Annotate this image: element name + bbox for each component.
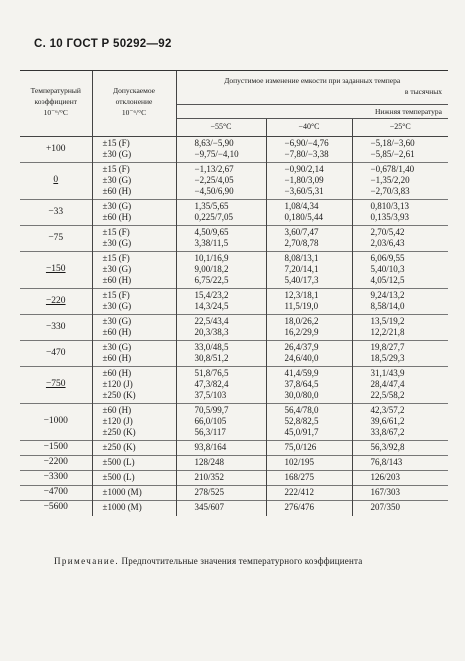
temp25-value: 5,40/10,3 — [370, 263, 405, 274]
temp40-value: 1,08/4,34 — [284, 200, 319, 211]
temp25-value: −0,678/1,40 — [370, 163, 415, 174]
tolerance-value: ±30 (G) — [102, 174, 132, 185]
temp-coef-value: −5600 — [43, 502, 68, 513]
temp40-cell — [266, 486, 352, 501]
table-row — [20, 486, 448, 501]
tolerance-cell — [92, 200, 176, 226]
temp25-value: 33,8/67,2 — [370, 426, 405, 437]
tolerance-value: ±250 (K) — [102, 426, 136, 437]
temp55-value: 3,38/11,5 — [194, 237, 229, 248]
temp25-value: 4,05/12,5 — [370, 274, 405, 285]
temp55-value: 4,50/9,65 — [194, 226, 229, 237]
temp40-value: 56,4/78,0 — [284, 404, 319, 415]
temp25-value: 6,06/9,55 — [370, 252, 405, 263]
temp25-cell — [352, 471, 448, 486]
table-row — [20, 471, 448, 486]
tolerance-value: ±30 (G) — [102, 300, 132, 311]
temp25-cell — [352, 367, 448, 404]
temp40-value: 75,0/126 — [284, 441, 317, 452]
tolerance-cell — [92, 456, 176, 471]
temp-coef-cell — [20, 200, 92, 226]
temp40-value: 30,0/80,0 — [284, 389, 319, 400]
temp55-cell — [176, 404, 266, 441]
tolerance-value: ±30 (G) — [102, 341, 132, 352]
temp25-value: 2,03/6,43 — [370, 237, 405, 248]
temp-coef-value: −4700 — [43, 487, 68, 498]
temp55-value: 70,5/99,7 — [194, 404, 229, 415]
temp25-value: 56,3/92,8 — [370, 441, 405, 452]
temp-coef-cell — [20, 341, 92, 367]
temp25-cell — [352, 486, 448, 501]
tolerance-value: ±60 (H) — [102, 211, 132, 222]
temp55-cell — [176, 341, 266, 367]
tolerance-cell — [92, 341, 176, 367]
tolerance-value: ±15 (F) — [102, 163, 130, 174]
page-header: С. 10 ГОСТ Р 50292—92 — [34, 38, 172, 50]
temp40-cell — [266, 501, 352, 516]
temp40-value: −1,80/3,09 — [284, 174, 324, 185]
temp25-value: −5,18/−3,60 — [370, 137, 415, 148]
temp40-value: −3,60/5,31 — [284, 185, 324, 196]
temp55-value: 210/352 — [194, 471, 225, 482]
table-note — [54, 556, 362, 566]
temp25-value: 28,4/47,4 — [370, 378, 405, 389]
temp-coef-value: −150 — [45, 264, 66, 275]
tolerance-cell — [92, 486, 176, 501]
table-row — [20, 367, 448, 404]
temp40-cell — [266, 252, 352, 289]
temp25-cell — [352, 441, 448, 456]
tolerance-cell — [92, 226, 176, 252]
temp25-value: 19,8/27,7 — [370, 341, 405, 352]
temp25-value: 207/350 — [370, 501, 401, 512]
tolerance-cell — [92, 289, 176, 315]
temp55-value: 6,75/22,5 — [194, 274, 229, 285]
temp55-cell — [176, 226, 266, 252]
temp-header-40: −40°С — [266, 119, 352, 137]
temp40-value: 45,0/91,7 — [284, 426, 319, 437]
tolerance-value: ±30 (G) — [102, 200, 132, 211]
tolerance-value: ±60 (H) — [102, 326, 132, 337]
temp40-cell — [266, 441, 352, 456]
note-text: Предпочтительные значения температурного коэффициента — [121, 556, 363, 566]
temp25-value: 39,6/61,2 — [370, 415, 405, 426]
temp25-cell — [352, 404, 448, 441]
temp25-cell — [352, 456, 448, 471]
temp55-value: 9,00/18,2 — [194, 263, 229, 274]
temp25-value: 2,70/5,42 — [370, 226, 405, 237]
temp40-cell — [266, 471, 352, 486]
temp-coef-cell — [20, 163, 92, 200]
temp25-value: 18,5/29,3 — [370, 352, 405, 363]
temp-coef-cell — [20, 456, 92, 471]
tolerance-cell — [92, 404, 176, 441]
temp40-cell — [266, 200, 352, 226]
temp25-cell — [352, 501, 448, 516]
temp25-value: 0,135/3,93 — [370, 211, 410, 222]
temp40-value: −0,90/2,14 — [284, 163, 324, 174]
tolerance-value: ±250 (K) — [102, 441, 136, 452]
temp40-cell — [266, 456, 352, 471]
table-row — [20, 404, 448, 441]
temp25-cell — [352, 289, 448, 315]
tolerance-value: ±60 (H) — [102, 367, 132, 378]
temp55-value: 30,8/51,2 — [194, 352, 229, 363]
temp40-value: 12,3/18,1 — [284, 289, 319, 300]
temp55-cell — [176, 441, 266, 456]
temp-coef-cell — [20, 137, 92, 163]
tolerance-value: ±30 (G) — [102, 263, 132, 274]
temp55-cell — [176, 137, 266, 163]
subgroup-header: Нижняя температура — [176, 105, 448, 119]
tolerance-value: ±15 (F) — [102, 289, 130, 300]
temp55-value: 22,5/43,4 — [194, 315, 229, 326]
temp55-value: 14,3/24,5 — [194, 300, 229, 311]
temp-coef-cell — [20, 471, 92, 486]
temp55-cell — [176, 289, 266, 315]
temp40-value: 276/476 — [284, 501, 315, 512]
table-row — [20, 441, 448, 456]
temp55-value: 93,8/164 — [194, 441, 227, 452]
temp-coef-cell — [20, 367, 92, 404]
temp55-cell — [176, 200, 266, 226]
temp40-cell — [266, 367, 352, 404]
tolerance-value: ±1000 (M) — [102, 501, 142, 512]
temp-coef-value: 0 — [53, 175, 59, 186]
temp55-cell — [176, 367, 266, 404]
temp55-value: −9,75/−4,10 — [194, 148, 239, 159]
table-row — [20, 289, 448, 315]
temp25-value: 0,810/3,13 — [370, 200, 410, 211]
tolerance-cell — [92, 163, 176, 200]
tolerance-cell — [92, 501, 176, 516]
temp55-cell — [176, 163, 266, 200]
temp-coef-cell — [20, 486, 92, 501]
temp55-value: −4,50/6,90 — [194, 185, 234, 196]
table-row — [20, 163, 448, 200]
temp25-value: 31,1/43,9 — [370, 367, 405, 378]
temp-coef-value: −220 — [45, 295, 66, 306]
temp40-value: 26,4/37,9 — [284, 341, 319, 352]
temp40-value: 102/195 — [284, 456, 315, 467]
temp40-cell — [266, 163, 352, 200]
temp25-cell — [352, 315, 448, 341]
temp55-cell — [176, 501, 266, 516]
temp40-value: 2,70/8,78 — [284, 237, 319, 248]
temp55-value: 128/248 — [194, 456, 225, 467]
tolerance-value: ±30 (G) — [102, 315, 132, 326]
temp40-value: 3,60/7,47 — [284, 226, 319, 237]
temp55-value: 8,63/−5,90 — [194, 137, 234, 148]
tolerance-value: ±60 (H) — [102, 404, 132, 415]
temp40-value: 8,08/13,1 — [284, 252, 319, 263]
temp25-value: 167/303 — [370, 486, 401, 497]
table-row — [20, 456, 448, 471]
table-row — [20, 501, 448, 516]
tolerance-cell — [92, 367, 176, 404]
temp25-value: 13,5/19,2 — [370, 315, 405, 326]
temp55-value: 10,1/16,9 — [194, 252, 229, 263]
temp40-value: 37,8/64,5 — [284, 378, 319, 389]
temp25-value: 8,58/14,0 — [370, 300, 405, 311]
temp40-cell — [266, 341, 352, 367]
temp25-value: 42,3/57,2 — [370, 404, 405, 415]
temp-coef-cell — [20, 501, 92, 516]
temp55-value: 20,3/38,3 — [194, 326, 229, 337]
temp-coef-value: −75 — [48, 232, 64, 243]
temp40-value: 0,180/5,44 — [284, 211, 324, 222]
tolerance-cell — [92, 137, 176, 163]
temp55-value: −2,25/4,05 — [194, 174, 234, 185]
temp55-cell — [176, 315, 266, 341]
temp40-value: 222/412 — [284, 486, 315, 497]
temp40-value: 16,2/29,9 — [284, 326, 319, 337]
tolerance-value: ±500 (L) — [102, 471, 135, 482]
temp55-value: 33,0/48,5 — [194, 341, 229, 352]
temp40-cell — [266, 226, 352, 252]
temp25-cell — [352, 137, 448, 163]
temp40-value: 52,8/82,5 — [284, 415, 319, 426]
temp25-cell — [352, 341, 448, 367]
temp25-value: 22,5/58,2 — [370, 389, 405, 400]
temp-coef-cell — [20, 226, 92, 252]
temp40-value: 7,20/14,1 — [284, 263, 319, 274]
temp55-value: 278/525 — [194, 486, 225, 497]
temp55-value: 66,0/105 — [194, 415, 227, 426]
temp55-cell — [176, 471, 266, 486]
temp40-cell — [266, 404, 352, 441]
tolerance-value: ±60 (H) — [102, 185, 132, 196]
temp40-value: 11,5/19,0 — [284, 300, 319, 311]
temp40-value: 41,4/59,9 — [284, 367, 319, 378]
temp40-cell — [266, 315, 352, 341]
tolerance-value: ±500 (L) — [102, 456, 135, 467]
temp55-value: 15,4/23,2 — [194, 289, 229, 300]
tolerance-value: ±60 (H) — [102, 352, 132, 363]
temp25-cell — [352, 226, 448, 252]
temp25-value: −1,35/2,20 — [370, 174, 410, 185]
temp-coef-header: Температурный коэффициент 10⁻⁶/°С — [20, 71, 92, 137]
table-row — [20, 341, 448, 367]
table-row — [20, 137, 448, 163]
temp25-cell — [352, 163, 448, 200]
temp55-value: 345/607 — [194, 501, 225, 512]
tolerance-value: ±1000 (M) — [102, 486, 142, 497]
temp25-cell — [352, 252, 448, 289]
temp55-cell — [176, 486, 266, 501]
temp40-value: −7,80/−3,38 — [284, 148, 329, 159]
temp-coef-value: −33 — [48, 206, 64, 217]
temp-coef-value: −470 — [45, 347, 66, 358]
tolerance-value: ±120 (J) — [102, 415, 133, 426]
tolerance-cell — [92, 441, 176, 456]
tolerance-value: ±15 (F) — [102, 226, 130, 237]
table-row — [20, 252, 448, 289]
tolerance-value: ±30 (G) — [102, 148, 132, 159]
temp55-value: 37,5/103 — [194, 389, 227, 400]
temp40-value: −6,90/−4,76 — [284, 137, 329, 148]
temp-header-55: −55°С — [176, 119, 266, 137]
temp-coef-value: +100 — [45, 143, 66, 154]
temp25-value: 9,24/13,2 — [370, 289, 405, 300]
tolerance-value: ±250 (K) — [102, 389, 136, 400]
temp-header-25: −25°С — [352, 119, 448, 137]
tolerance-value: ±120 (J) — [102, 378, 133, 389]
temp40-cell — [266, 137, 352, 163]
tolerance-cell — [92, 252, 176, 289]
temp-coef-cell — [20, 441, 92, 456]
temp25-value: −2,70/3,83 — [370, 185, 410, 196]
temp25-value: 126/203 — [370, 471, 401, 482]
capacitance-table — [20, 70, 448, 516]
temp55-value: −1,13/2,67 — [194, 163, 234, 174]
tolerance-value: ±30 (G) — [102, 237, 132, 248]
table-row — [20, 315, 448, 341]
tolerance-cell — [92, 471, 176, 486]
temp-coef-cell — [20, 315, 92, 341]
temp-coef-cell — [20, 404, 92, 441]
temp40-value: 5,40/17,3 — [284, 274, 319, 285]
tolerance-cell — [92, 315, 176, 341]
temp55-value: 51,8/76,5 — [194, 367, 229, 378]
temp25-value: 76,8/143 — [370, 456, 403, 467]
temp-coef-value: −1500 — [43, 442, 68, 453]
temp40-cell — [266, 289, 352, 315]
temp55-cell — [176, 252, 266, 289]
group-header: Допустимое изменение емкости при заданных темпера в тысячных — [176, 71, 448, 105]
temp55-value: 0,225/7,05 — [194, 211, 234, 222]
temp55-value: 1,35/5,65 — [194, 200, 229, 211]
temp55-cell — [176, 456, 266, 471]
temp-coef-cell — [20, 289, 92, 315]
tolerance-value: ±15 (F) — [102, 137, 130, 148]
temp-coef-value: −3300 — [43, 472, 68, 483]
table-row — [20, 226, 448, 252]
temp55-value: 47,3/82,4 — [194, 378, 229, 389]
note-label: Примечание. — [54, 556, 120, 566]
table-row — [20, 200, 448, 226]
tolerance-header: Допускаемое отклонение 10⁻⁶/°С — [92, 71, 176, 137]
temp25-value: 12,2/21,8 — [370, 326, 405, 337]
temp40-value: 168/275 — [284, 471, 315, 482]
temp-coef-value: −2200 — [43, 457, 68, 468]
temp-coef-value: −750 — [45, 379, 66, 390]
tolerance-value: ±60 (H) — [102, 274, 132, 285]
temp-coef-value: −1000 — [43, 416, 68, 427]
temp25-value: −5,85/−2,61 — [370, 148, 415, 159]
temp40-value: 24,6/40,0 — [284, 352, 319, 363]
temp55-value: 56,3/117 — [194, 426, 226, 437]
temp40-value: 18,0/26,2 — [284, 315, 319, 326]
temp-coef-cell — [20, 252, 92, 289]
tolerance-value: ±15 (F) — [102, 252, 130, 263]
table-body — [20, 137, 448, 516]
temp25-cell — [352, 200, 448, 226]
temp-coef-value: −330 — [45, 321, 66, 332]
